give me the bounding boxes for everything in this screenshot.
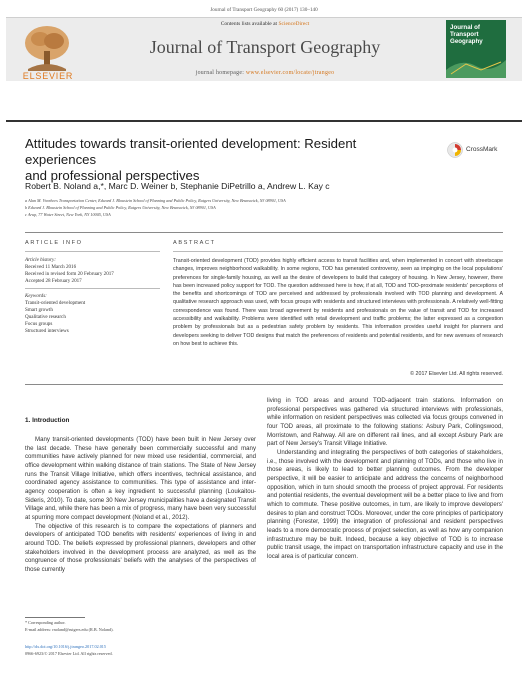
keyword: Transit-oriented development: [25, 300, 86, 306]
crossmark-icon[interactable]: [447, 142, 463, 158]
abstract-text: Transit-oriented development (TOD) provides highly efficient access to transit facilities and, when implemented in concert with streetscape changes, improves neighborhood walkability. In some regions, TOD has generated controversy, seen as impinging on the local populations' preferences for single-family housing, as well as the desire of developers to build that category of housing. In New Jersey, however, there has been increased policy support for TOD. The question addressed here is how, if at all, TOD and TOD-proximate residents' perceptions of the benefits and shortcomings of TOD are perceived and addressed by professionals involved with TOD planning and development. A qualitative research approach was used, with focus groups with residents and structured interviews with professionals. A relatively well-fitting correspondence was found. There was broad agreement by residents and professionals on the value of transit and TOD for increased accessibility and walkability. Problems were identified with retail development and traffic problems; the latter expressed as a congestion problem by professionals but as a pedestrian safety problem by residents. This information provides useful insight for planners and developers seeking to deliver TOD designs that match the preferences of residents and potential residents, and for new avenues of research on how best to achieve this.: [173, 258, 503, 347]
body-paragraph: Understanding and integrating the perspectives of both categories of stakeholders, i.e., those involved with the development and planning of TODs, and those who live in those areas, is likely to lead to better planning outcomes. From the developer perspective, it will be easier to anticipate and address the concerns of neighborhood opposition, which in turn should smooth the process of project approval. For residents and potential residents, the eventual development will be a better place to live and from which to commute. These positive outcomes, in turn, are likely to improve developers' desires to plan and construct TODs. Moreover, under the core principles of participatory planning (Forester, 1999) the integration of professional and resident perspectives leads to a more democratic process of project selection, as well as how any companion infrastructure may be built. Indeed, because a key objective of TOD is to increase public transit usage, the impact on transportation infrastructure capacity and use in the local area is of particular concern.: [267, 448, 503, 560]
affiliation-a: a Alan M. Voorhees Transportation Center, Edward J. Bloustein School of Planning and Public Policy, Rutgers University, New Brunswick, NJ 08901, USA: [25, 198, 286, 203]
keyword: Focus groups: [25, 321, 53, 327]
body-column-left: [25, 436, 256, 575]
contents-line: [150, 21, 380, 27]
abstract-copyright: © 2017 Elsevier Ltd. All rights reserved.: [410, 371, 503, 377]
author-list: Robert B. Noland a,*, Marc D. Weiner b, Stephanie DiPetrillo a, Andrew L. Kay c: [25, 181, 330, 191]
doi-link[interactable]: http://dx.doi.org/10.1016/j.jtrangeo.2017.02.015: [25, 644, 106, 649]
affiliation-b: b Edward J. Bloustein School of Planning and Public Policy, Rutgers University, New Brunswick, NJ 08901, USA: [25, 205, 216, 210]
homepage-prefix: journal homepage:: [195, 70, 246, 76]
history-revised: Received in revised form 20 February 2017: [25, 271, 114, 277]
section-heading-introduction: 1. Introduction: [25, 417, 70, 424]
section-rule: [25, 232, 503, 233]
crossmark-label[interactable]: CrossMark: [466, 146, 498, 153]
corresponding-author-note: * Corresponding author.: [25, 620, 66, 625]
keyword: Structured interviews: [25, 328, 69, 334]
history-accepted: Accepted 28 February 2017: [25, 278, 82, 284]
doi-line: [25, 644, 106, 649]
keywords-heading: Keywords:: [25, 293, 47, 299]
issn-line: 0966-6923/© 2017 Elsevier Ltd. All rights reserved.: [25, 651, 113, 656]
journal-title: Journal of Transport Geography: [149, 37, 381, 57]
keyword: Smart growth: [25, 307, 53, 313]
body-paragraph: living in TOD areas and around TOD-adjacent train stations. Information on professional perspectives was gathered via structured interviews with professionals, while information on resident perspectives was collected via focus groups convened in four TOD areas, all proximate to the following stations: Asbury Park, Collingswood, Morristown, and Rahway. All are on different rail lines, and all except Asbury Park are part of New Jersey's Transit Village Initiative.: [267, 397, 503, 448]
publisher-name: ELSEVIER: [22, 71, 74, 81]
contents-prefix: Contents lists available at: [220, 21, 279, 27]
affiliation-c: c Arup, 77 Water Street, New York, NY 10005, USA: [25, 212, 111, 217]
cover-map-graphic: [446, 50, 506, 78]
footnote-rule: [25, 617, 85, 618]
journal-cover-thumbnail: [446, 20, 506, 78]
sciencedirect-link[interactable]: ScienceDirect: [278, 21, 310, 27]
info-rule: [25, 251, 160, 252]
cover-title: Journal of Transport Geography: [450, 24, 483, 45]
body-paragraph: Many transit-oriented developments (TOD) have been built in New Jersey over the last decade. These have generally been commercially successful and many communities have actively planned for new mixed use residential, commercial, and office development within walking distance of train stations. The State of New Jersey runs the Transit Village Initiative, which offers incentives, technical assistance, and coordinated agency assistance to communities. This type of assistance and inter-agency cooperation is often a key ingredient to successful planning (Loukaitou-Sideris, 2010). To date, some 30 New Jersey municipalities have a designated Transit Village and, while there has been a mix of progress, many have been very successful at spurring more compact development (Noland et al., 2012).: [25, 436, 256, 521]
article-info-heading: ARTICLE INFO: [25, 240, 83, 246]
abstract-bottom-rule: [25, 384, 503, 385]
body-paragraph: The objective of this research is to compare the expectations of planners and developers of anticipated TOD benefits with residents' experiences of living in and around TOD. The beliefs expressed by professional planners, developers and other stakeholders involved in the development process are analyzed, as well as the congruence of those professionals' beliefs with the analyses of the perspectives of those currently: [25, 522, 256, 573]
keywords-rule: [25, 288, 160, 289]
header-rule: [6, 120, 522, 122]
keyword: Qualitative research: [25, 314, 66, 320]
history-received: Received 11 March 2016: [25, 264, 77, 270]
homepage-link[interactable]: www.elsevier.com/locate/jtrangeo: [245, 70, 335, 76]
body-column-right: [267, 397, 503, 561]
author-email: E-mail address: rnoland@rutgers.edu (R.B. Noland).: [25, 627, 114, 632]
history-heading: Article history:: [25, 257, 56, 263]
journal-homepage: [130, 70, 400, 76]
abstract-rule: [173, 251, 503, 252]
article-title: Attitudes towards transit-oriented development: Resident experiences and professional perspectives: [25, 136, 357, 183]
journal-reference: Journal of Transport Geography 60 (2017) 130–140: [210, 7, 318, 13]
abstract-heading: ABSTRACT: [173, 240, 216, 246]
